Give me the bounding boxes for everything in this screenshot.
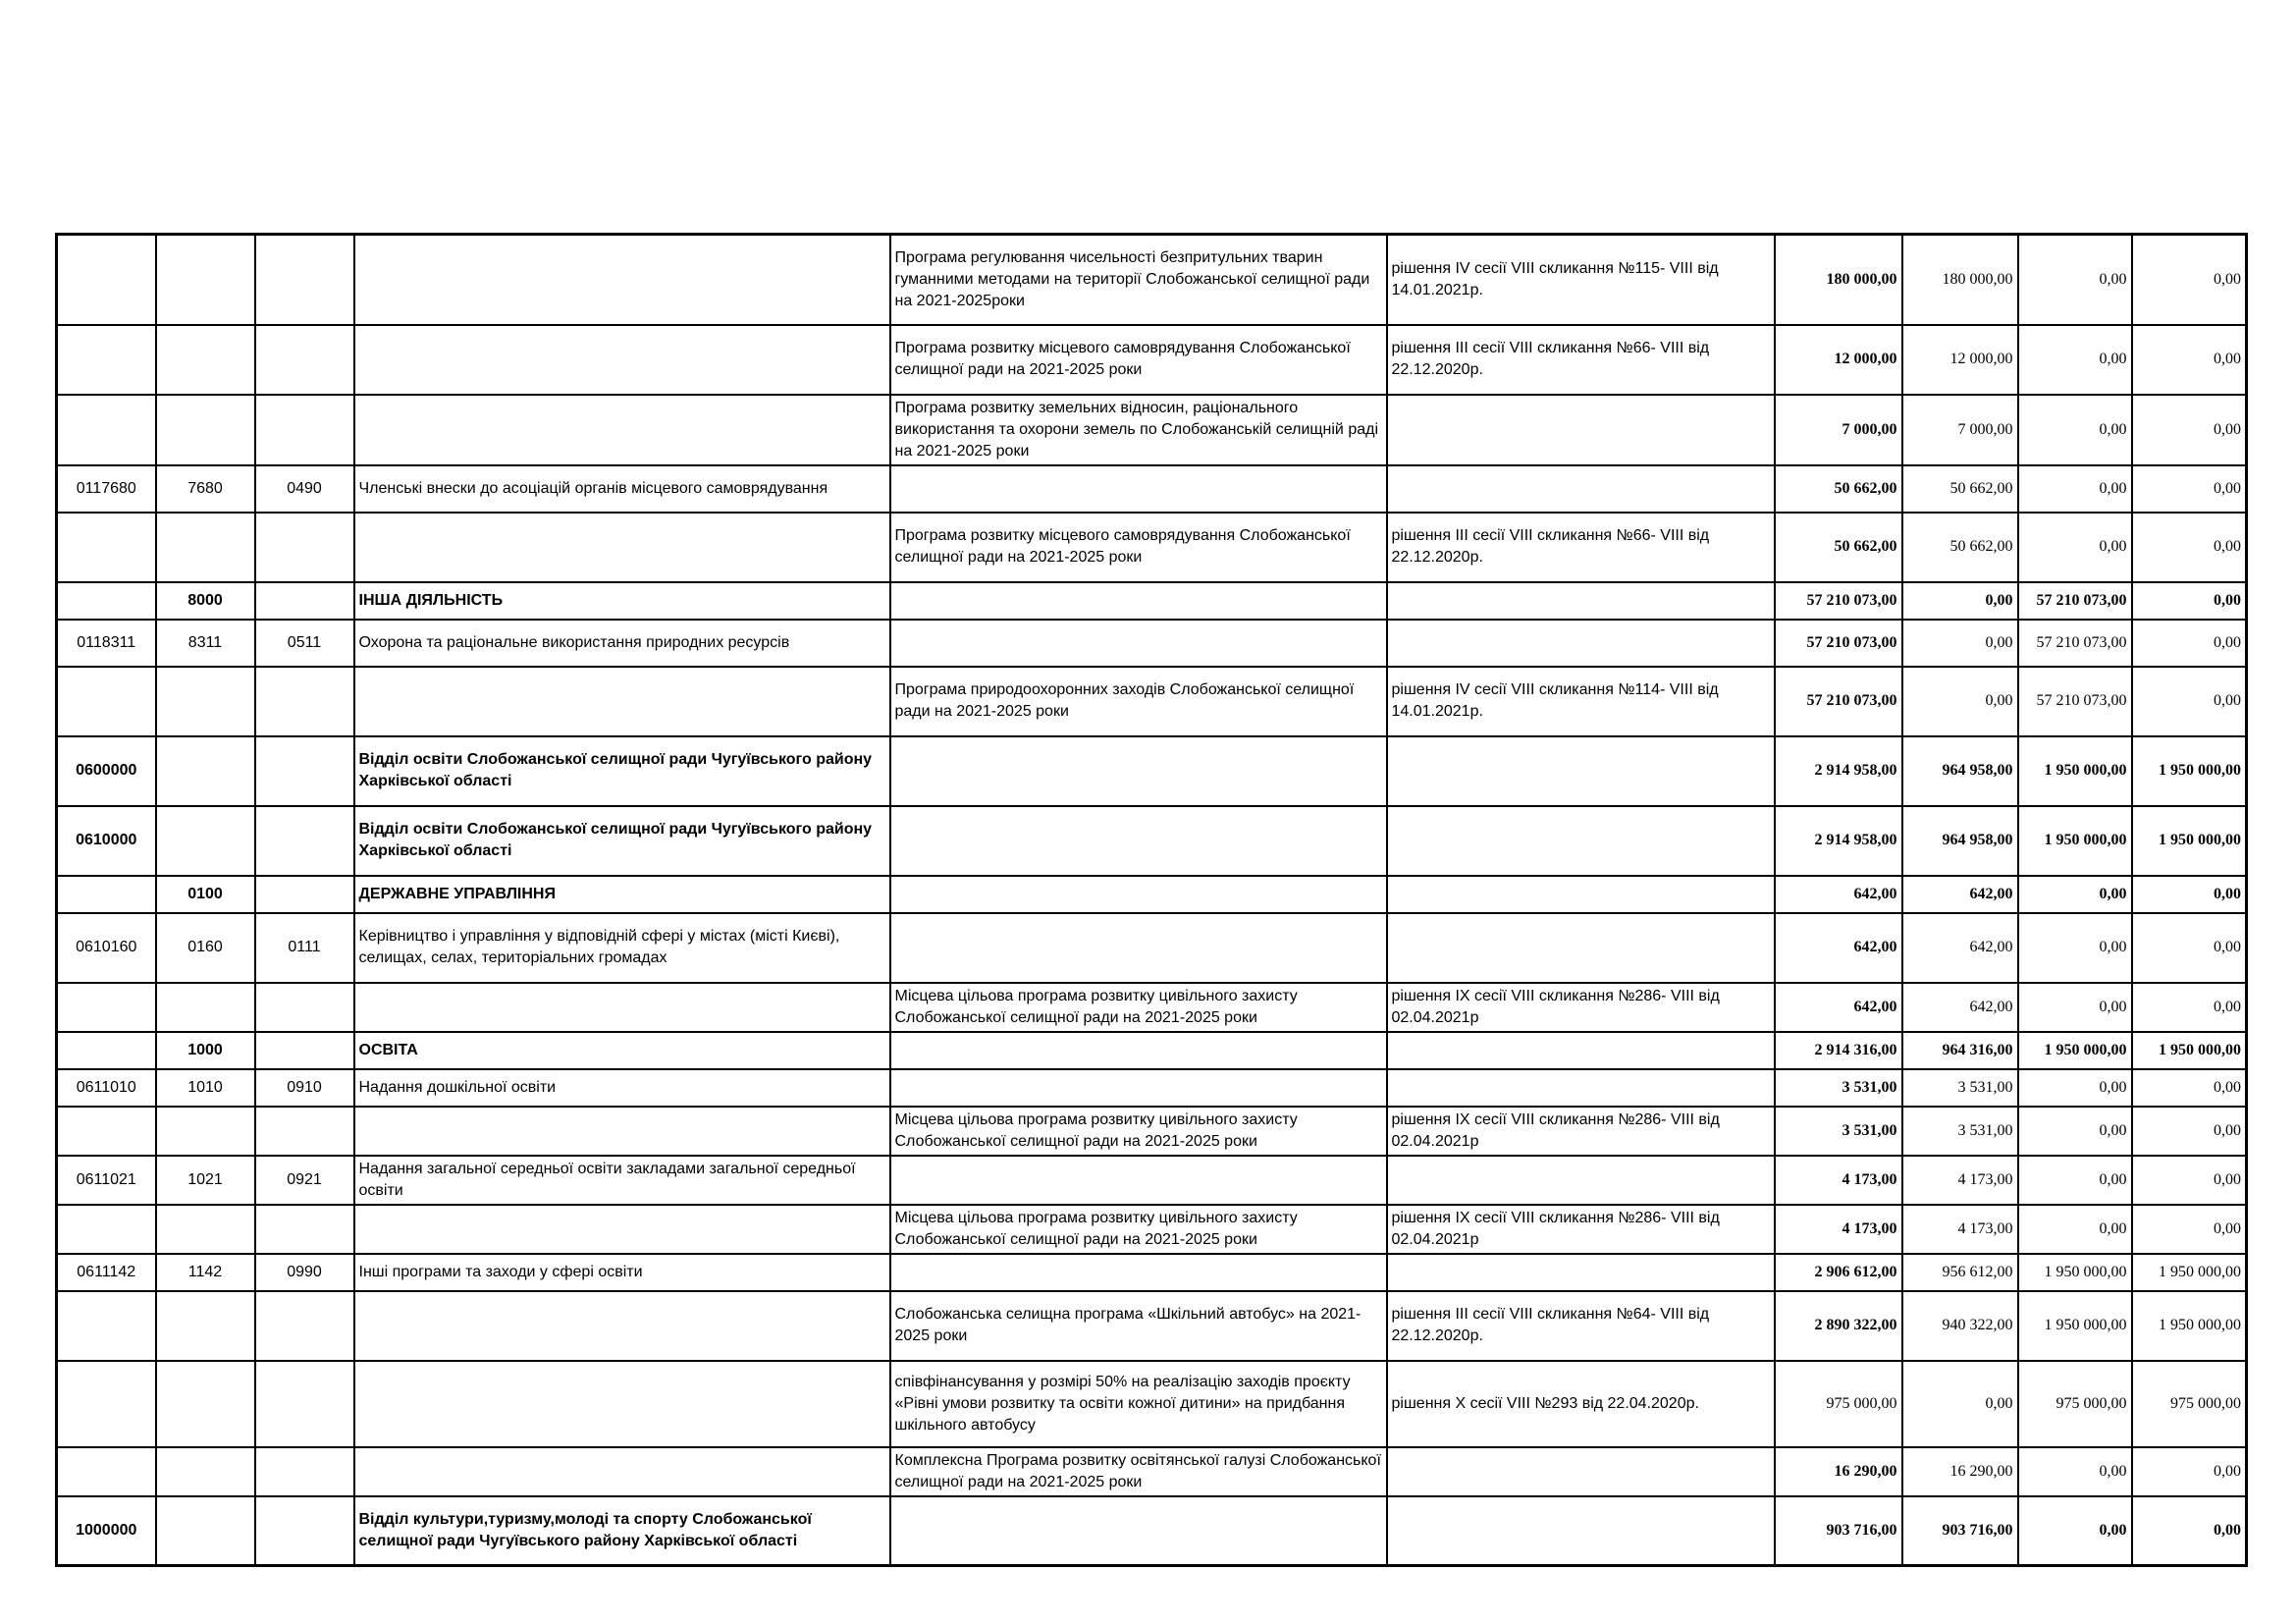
general-fund-cell: 7 000,00 bbox=[1902, 395, 2018, 465]
tpkvk-code-cell bbox=[156, 1205, 255, 1254]
kfkvk-code-cell bbox=[255, 1205, 354, 1254]
total-amount-cell: 2 914 316,00 bbox=[1775, 1032, 1902, 1069]
special-fund-cell: 1 950 000,00 bbox=[2018, 1032, 2132, 1069]
total-amount-cell: 12 000,00 bbox=[1775, 325, 1902, 395]
development-budget-cell: 0,00 bbox=[2132, 1107, 2247, 1156]
kfkvk-code-cell bbox=[255, 1447, 354, 1496]
table-row bbox=[57, 1107, 2247, 1156]
development-budget-cell: 0,00 bbox=[2132, 620, 2247, 667]
general-fund-cell: 180 000,00 bbox=[1902, 235, 2018, 325]
item-name-cell: ДЕРЖАВНЕ УПРАВЛІННЯ bbox=[354, 876, 890, 913]
kfkvk-code-cell: 0910 bbox=[255, 1069, 354, 1107]
total-amount-cell: 180 000,00 bbox=[1775, 235, 1902, 325]
kfkvk-code-cell bbox=[255, 876, 354, 913]
development-budget-cell: 1 950 000,00 bbox=[2132, 1291, 2247, 1361]
special-fund-cell: 0,00 bbox=[2018, 1447, 2132, 1496]
kpkvk-code-cell: 0610000 bbox=[57, 806, 156, 876]
total-amount-cell: 57 210 073,00 bbox=[1775, 582, 1902, 620]
tpkvk-code-cell bbox=[156, 325, 255, 395]
kfkvk-code-cell bbox=[255, 513, 354, 582]
item-name-cell: Відділ культури,туризму,молоді та спорту Слобожанської селищної ради Чугуївського району Харківської області bbox=[354, 1496, 890, 1566]
decision-cell: рішення III сесії VIII скликання №66- VIII від 22.12.2020р. bbox=[1387, 513, 1775, 582]
tpkvk-code-cell bbox=[156, 1361, 255, 1447]
item-name-cell bbox=[354, 1291, 890, 1361]
kfkvk-code-cell bbox=[255, 736, 354, 806]
general-fund-cell: 956 612,00 bbox=[1902, 1254, 2018, 1291]
decision-cell: рішення IX сесії VIII скликання №286- VIII від 02.04.2021р bbox=[1387, 983, 1775, 1032]
general-fund-cell: 50 662,00 bbox=[1902, 513, 2018, 582]
total-amount-cell: 642,00 bbox=[1775, 876, 1902, 913]
special-fund-cell: 57 210 073,00 bbox=[2018, 582, 2132, 620]
tpkvk-code-cell bbox=[156, 983, 255, 1032]
program-name-cell: Місцева цільова програма розвитку цивільного захисту Слобожанської селищної ради на 2021-2025 роки bbox=[890, 1205, 1387, 1254]
program-name-cell: Програма розвитку земельних відносин, раціонального використання та охорони земель по Слобожанській селищній раді на 2021-2025 роки bbox=[890, 395, 1387, 465]
special-fund-cell: 1 950 000,00 bbox=[2018, 1291, 2132, 1361]
kpkvk-code-cell: 0611021 bbox=[57, 1156, 156, 1205]
kpkvk-code-cell bbox=[57, 667, 156, 736]
special-fund-cell: 0,00 bbox=[2018, 1205, 2132, 1254]
table-row bbox=[57, 736, 2247, 806]
kfkvk-code-cell bbox=[255, 1107, 354, 1156]
total-amount-cell: 50 662,00 bbox=[1775, 465, 1902, 513]
tpkvk-code-cell: 1021 bbox=[156, 1156, 255, 1205]
special-fund-cell: 57 210 073,00 bbox=[2018, 667, 2132, 736]
total-amount-cell: 57 210 073,00 bbox=[1775, 620, 1902, 667]
special-fund-cell: 0,00 bbox=[2018, 325, 2132, 395]
table-row bbox=[57, 1496, 2247, 1566]
kfkvk-code-cell bbox=[255, 667, 354, 736]
general-fund-cell: 12 000,00 bbox=[1902, 325, 2018, 395]
development-budget-cell: 0,00 bbox=[2132, 513, 2247, 582]
table-row bbox=[57, 513, 2247, 582]
item-name-cell bbox=[354, 1205, 890, 1254]
total-amount-cell: 57 210 073,00 bbox=[1775, 667, 1902, 736]
kfkvk-code-cell bbox=[255, 1032, 354, 1069]
table-row bbox=[57, 1156, 2247, 1205]
tpkvk-code-cell bbox=[156, 736, 255, 806]
total-amount-cell: 903 716,00 bbox=[1775, 1496, 1902, 1566]
decision-cell bbox=[1387, 913, 1775, 983]
table-row bbox=[57, 1032, 2247, 1069]
program-name-cell: Комплексна Програма розвитку освітянської галузі Слобожанської селищної ради на 2021-2025 роки bbox=[890, 1447, 1387, 1496]
tpkvk-code-cell bbox=[156, 395, 255, 465]
table-row bbox=[57, 620, 2247, 667]
development-budget-cell: 0,00 bbox=[2132, 395, 2247, 465]
development-budget-cell: 1 950 000,00 bbox=[2132, 1254, 2247, 1291]
decision-cell bbox=[1387, 582, 1775, 620]
decision-cell bbox=[1387, 465, 1775, 513]
general-fund-cell: 642,00 bbox=[1902, 983, 2018, 1032]
program-name-cell: Місцева цільова програма розвитку цивільного захисту Слобожанської селищної ради на 2021-2025 роки bbox=[890, 1107, 1387, 1156]
special-fund-cell: 0,00 bbox=[2018, 1069, 2132, 1107]
special-fund-cell: 57 210 073,00 bbox=[2018, 620, 2132, 667]
program-name-cell: Слобожанська селищна програма «Шкільний автобус» на 2021-2025 роки bbox=[890, 1291, 1387, 1361]
kfkvk-code-cell bbox=[255, 983, 354, 1032]
program-name-cell bbox=[890, 465, 1387, 513]
program-name-cell bbox=[890, 582, 1387, 620]
development-budget-cell: 1 950 000,00 bbox=[2132, 736, 2247, 806]
program-name-cell: Програма розвитку місцевого самоврядування Слобожанської селищної ради на 2021-2025 роки bbox=[890, 513, 1387, 582]
special-fund-cell: 0,00 bbox=[2018, 876, 2132, 913]
special-fund-cell: 0,00 bbox=[2018, 395, 2132, 465]
table-row bbox=[57, 582, 2247, 620]
general-fund-cell: 903 716,00 bbox=[1902, 1496, 2018, 1566]
kpkvk-code-cell: 0610160 bbox=[57, 913, 156, 983]
special-fund-cell: 0,00 bbox=[2018, 513, 2132, 582]
item-name-cell bbox=[354, 1447, 890, 1496]
general-fund-cell: 3 531,00 bbox=[1902, 1069, 2018, 1107]
kpkvk-code-cell: 0117680 bbox=[57, 465, 156, 513]
development-budget-cell: 0,00 bbox=[2132, 235, 2247, 325]
special-fund-cell: 0,00 bbox=[2018, 983, 2132, 1032]
program-name-cell: Місцева цільова програма розвитку цивільного захисту Слобожанської селищної ради на 2021-2025 роки bbox=[890, 983, 1387, 1032]
general-fund-cell: 50 662,00 bbox=[1902, 465, 2018, 513]
special-fund-cell: 0,00 bbox=[2018, 465, 2132, 513]
program-name-cell: співфінансування у розмірі 50% на реалізацію заходів проєкту «Рівні умови розвитку та освіти кожної дитини» на придбання шкільного автобусу bbox=[890, 1361, 1387, 1447]
special-fund-cell: 1 950 000,00 bbox=[2018, 1254, 2132, 1291]
budget-programs-table bbox=[55, 233, 2248, 1567]
total-amount-cell: 7 000,00 bbox=[1775, 395, 1902, 465]
table-body bbox=[57, 235, 2247, 1566]
program-name-cell: Програма розвитку місцевого самоврядування Слобожанської селищної ради на 2021-2025 роки bbox=[890, 325, 1387, 395]
kpkvk-code-cell bbox=[57, 513, 156, 582]
program-name-cell bbox=[890, 620, 1387, 667]
table-row bbox=[57, 1205, 2247, 1254]
item-name-cell: ІНША ДІЯЛЬНІСТЬ bbox=[354, 582, 890, 620]
tpkvk-code-cell bbox=[156, 1496, 255, 1566]
item-name-cell bbox=[354, 1107, 890, 1156]
total-amount-cell: 4 173,00 bbox=[1775, 1156, 1902, 1205]
total-amount-cell: 2 890 322,00 bbox=[1775, 1291, 1902, 1361]
total-amount-cell: 3 531,00 bbox=[1775, 1107, 1902, 1156]
kpkvk-code-cell bbox=[57, 1205, 156, 1254]
item-name-cell: Надання дошкільної освіти bbox=[354, 1069, 890, 1107]
kfkvk-code-cell bbox=[255, 1361, 354, 1447]
general-fund-cell: 642,00 bbox=[1902, 876, 2018, 913]
decision-cell: рішення IX сесії VIII скликання №286- VIII від 02.04.2021р bbox=[1387, 1205, 1775, 1254]
kfkvk-code-cell bbox=[255, 325, 354, 395]
tpkvk-code-cell: 1142 bbox=[156, 1254, 255, 1291]
total-amount-cell: 642,00 bbox=[1775, 983, 1902, 1032]
table-row bbox=[57, 395, 2247, 465]
item-name-cell bbox=[354, 513, 890, 582]
decision-cell bbox=[1387, 395, 1775, 465]
kfkvk-code-cell bbox=[255, 806, 354, 876]
general-fund-cell: 0,00 bbox=[1902, 582, 2018, 620]
kfkvk-code-cell: 0111 bbox=[255, 913, 354, 983]
kpkvk-code-cell bbox=[57, 582, 156, 620]
development-budget-cell: 975 000,00 bbox=[2132, 1361, 2247, 1447]
special-fund-cell: 0,00 bbox=[2018, 1107, 2132, 1156]
kpkvk-code-cell bbox=[57, 395, 156, 465]
kfkvk-code-cell bbox=[255, 1496, 354, 1566]
table-row bbox=[57, 1447, 2247, 1496]
development-budget-cell: 0,00 bbox=[2132, 1205, 2247, 1254]
tpkvk-code-cell: 7680 bbox=[156, 465, 255, 513]
table-row bbox=[57, 465, 2247, 513]
table-row bbox=[57, 913, 2247, 983]
item-name-cell bbox=[354, 667, 890, 736]
total-amount-cell: 642,00 bbox=[1775, 913, 1902, 983]
development-budget-cell: 0,00 bbox=[2132, 667, 2247, 736]
kfkvk-code-cell bbox=[255, 235, 354, 325]
decision-cell bbox=[1387, 806, 1775, 876]
development-budget-cell: 0,00 bbox=[2132, 876, 2247, 913]
kpkvk-code-cell bbox=[57, 1107, 156, 1156]
program-name-cell bbox=[890, 913, 1387, 983]
general-fund-cell: 0,00 bbox=[1902, 620, 2018, 667]
tpkvk-code-cell bbox=[156, 1291, 255, 1361]
development-budget-cell: 0,00 bbox=[2132, 1069, 2247, 1107]
table-row bbox=[57, 983, 2247, 1032]
kpkvk-code-cell bbox=[57, 876, 156, 913]
development-budget-cell: 0,00 bbox=[2132, 983, 2247, 1032]
tpkvk-code-cell: 1000 bbox=[156, 1032, 255, 1069]
decision-cell bbox=[1387, 1254, 1775, 1291]
tpkvk-code-cell: 8000 bbox=[156, 582, 255, 620]
program-name-cell bbox=[890, 1069, 1387, 1107]
decision-cell: рішення X сесії VIII №293 від 22.04.2020р. bbox=[1387, 1361, 1775, 1447]
program-name-cell: Програма регулювання чисельності безпритульних тварин гуманними методами на території Слобожанської селищної ради на 2021-2025роки bbox=[890, 235, 1387, 325]
tpkvk-code-cell bbox=[156, 806, 255, 876]
special-fund-cell: 0,00 bbox=[2018, 1156, 2132, 1205]
total-amount-cell: 50 662,00 bbox=[1775, 513, 1902, 582]
program-name-cell bbox=[890, 1156, 1387, 1205]
general-fund-cell: 3 531,00 bbox=[1902, 1107, 2018, 1156]
kpkvk-code-cell bbox=[57, 1447, 156, 1496]
tpkvk-code-cell: 0160 bbox=[156, 913, 255, 983]
program-name-cell bbox=[890, 1032, 1387, 1069]
development-budget-cell: 0,00 bbox=[2132, 582, 2247, 620]
decision-cell bbox=[1387, 1156, 1775, 1205]
decision-cell bbox=[1387, 876, 1775, 913]
special-fund-cell: 0,00 bbox=[2018, 1496, 2132, 1566]
decision-cell: рішення III сесії VIII скликання №64- VIII від 22.12.2020р. bbox=[1387, 1291, 1775, 1361]
item-name-cell: Відділ освіти Слобожанської селищної ради Чугуївського району Харківської області bbox=[354, 806, 890, 876]
tpkvk-code-cell bbox=[156, 235, 255, 325]
development-budget-cell: 0,00 bbox=[2132, 465, 2247, 513]
total-amount-cell: 2 914 958,00 bbox=[1775, 736, 1902, 806]
table-row bbox=[57, 667, 2247, 736]
development-budget-cell: 0,00 bbox=[2132, 325, 2247, 395]
kpkvk-code-cell bbox=[57, 1361, 156, 1447]
decision-cell bbox=[1387, 1447, 1775, 1496]
total-amount-cell: 975 000,00 bbox=[1775, 1361, 1902, 1447]
program-name-cell bbox=[890, 806, 1387, 876]
program-name-cell bbox=[890, 876, 1387, 913]
general-fund-cell: 0,00 bbox=[1902, 667, 2018, 736]
development-budget-cell: 0,00 bbox=[2132, 1156, 2247, 1205]
total-amount-cell: 3 531,00 bbox=[1775, 1069, 1902, 1107]
table-row bbox=[57, 1069, 2247, 1107]
decision-cell: рішення III сесії VIII скликання №66- VIII від 22.12.2020р. bbox=[1387, 325, 1775, 395]
item-name-cell: Відділ освіти Слобожанської селищної ради Чугуївського району Харківської області bbox=[354, 736, 890, 806]
tpkvk-code-cell bbox=[156, 1447, 255, 1496]
total-amount-cell: 4 173,00 bbox=[1775, 1205, 1902, 1254]
item-name-cell: Надання загальної середньої освіти закладами загальної середньої освіти bbox=[354, 1156, 890, 1205]
total-amount-cell: 16 290,00 bbox=[1775, 1447, 1902, 1496]
kpkvk-code-cell bbox=[57, 983, 156, 1032]
tpkvk-code-cell bbox=[156, 513, 255, 582]
kfkvk-code-cell bbox=[255, 582, 354, 620]
special-fund-cell: 1 950 000,00 bbox=[2018, 736, 2132, 806]
decision-cell bbox=[1387, 1496, 1775, 1566]
general-fund-cell: 4 173,00 bbox=[1902, 1156, 2018, 1205]
decision-cell bbox=[1387, 736, 1775, 806]
decision-cell bbox=[1387, 1032, 1775, 1069]
kfkvk-code-cell: 0990 bbox=[255, 1254, 354, 1291]
table-row bbox=[57, 806, 2247, 876]
kfkvk-code-cell: 0511 bbox=[255, 620, 354, 667]
general-fund-cell: 642,00 bbox=[1902, 913, 2018, 983]
kpkvk-code-cell bbox=[57, 1032, 156, 1069]
kfkvk-code-cell bbox=[255, 395, 354, 465]
general-fund-cell: 16 290,00 bbox=[1902, 1447, 2018, 1496]
kfkvk-code-cell: 0921 bbox=[255, 1156, 354, 1205]
table-row bbox=[57, 1291, 2247, 1361]
decision-cell: рішення IV сесії VIII скликання №114- VIII від 14.01.2021р. bbox=[1387, 667, 1775, 736]
general-fund-cell: 4 173,00 bbox=[1902, 1205, 2018, 1254]
development-budget-cell: 0,00 bbox=[2132, 1447, 2247, 1496]
tpkvk-code-cell: 1010 bbox=[156, 1069, 255, 1107]
table-row bbox=[57, 876, 2247, 913]
general-fund-cell: 964 958,00 bbox=[1902, 736, 2018, 806]
item-name-cell: ОСВІТА bbox=[354, 1032, 890, 1069]
kpkvk-code-cell bbox=[57, 1291, 156, 1361]
special-fund-cell: 0,00 bbox=[2018, 913, 2132, 983]
item-name-cell bbox=[354, 1361, 890, 1447]
decision-cell: рішення IV сесії VIII скликання №115- VIII від 14.01.2021р. bbox=[1387, 235, 1775, 325]
decision-cell: рішення IX сесії VIII скликання №286- VIII від 02.04.2021р bbox=[1387, 1107, 1775, 1156]
program-name-cell bbox=[890, 1254, 1387, 1291]
total-amount-cell: 2 914 958,00 bbox=[1775, 806, 1902, 876]
kpkvk-code-cell: 1000000 bbox=[57, 1496, 156, 1566]
development-budget-cell: 0,00 bbox=[2132, 913, 2247, 983]
general-fund-cell: 964 958,00 bbox=[1902, 806, 2018, 876]
program-name-cell bbox=[890, 736, 1387, 806]
item-name-cell: Охорона та раціональне використання природних ресурсів bbox=[354, 620, 890, 667]
kpkvk-code-cell bbox=[57, 235, 156, 325]
item-name-cell bbox=[354, 395, 890, 465]
kpkvk-code-cell bbox=[57, 325, 156, 395]
development-budget-cell: 1 950 000,00 bbox=[2132, 806, 2247, 876]
item-name-cell: Членські внески до асоціацій органів місцевого самоврядування bbox=[354, 465, 890, 513]
general-fund-cell: 940 322,00 bbox=[1902, 1291, 2018, 1361]
general-fund-cell: 0,00 bbox=[1902, 1361, 2018, 1447]
special-fund-cell: 0,00 bbox=[2018, 235, 2132, 325]
table-row bbox=[57, 325, 2247, 395]
table-row bbox=[57, 235, 2247, 325]
tpkvk-code-cell bbox=[156, 1107, 255, 1156]
development-budget-cell: 0,00 bbox=[2132, 1496, 2247, 1566]
tpkvk-code-cell: 0100 bbox=[156, 876, 255, 913]
kpkvk-code-cell: 0600000 bbox=[57, 736, 156, 806]
item-name-cell: Керівництво і управління у відповідній сфері у містах (місті Києві), селищах, селах, територіальних громадах bbox=[354, 913, 890, 983]
program-name-cell bbox=[890, 1496, 1387, 1566]
item-name-cell bbox=[354, 235, 890, 325]
special-fund-cell: 1 950 000,00 bbox=[2018, 806, 2132, 876]
kfkvk-code-cell: 0490 bbox=[255, 465, 354, 513]
special-fund-cell: 975 000,00 bbox=[2018, 1361, 2132, 1447]
item-name-cell bbox=[354, 325, 890, 395]
general-fund-cell: 964 316,00 bbox=[1902, 1032, 2018, 1069]
kpkvk-code-cell: 0611142 bbox=[57, 1254, 156, 1291]
decision-cell bbox=[1387, 620, 1775, 667]
kfkvk-code-cell bbox=[255, 1291, 354, 1361]
kpkvk-code-cell: 0611010 bbox=[57, 1069, 156, 1107]
decision-cell bbox=[1387, 1069, 1775, 1107]
program-name-cell: Програма природоохоронних заходів Слобожанської селищної ради на 2021-2025 роки bbox=[890, 667, 1387, 736]
kpkvk-code-cell: 0118311 bbox=[57, 620, 156, 667]
development-budget-cell: 1 950 000,00 bbox=[2132, 1032, 2247, 1069]
table-row bbox=[57, 1361, 2247, 1447]
total-amount-cell: 2 906 612,00 bbox=[1775, 1254, 1902, 1291]
tpkvk-code-cell: 8311 bbox=[156, 620, 255, 667]
table-row bbox=[57, 1254, 2247, 1291]
item-name-cell: Інші програми та заходи у сфері освіти bbox=[354, 1254, 890, 1291]
tpkvk-code-cell bbox=[156, 667, 255, 736]
item-name-cell bbox=[354, 983, 890, 1032]
